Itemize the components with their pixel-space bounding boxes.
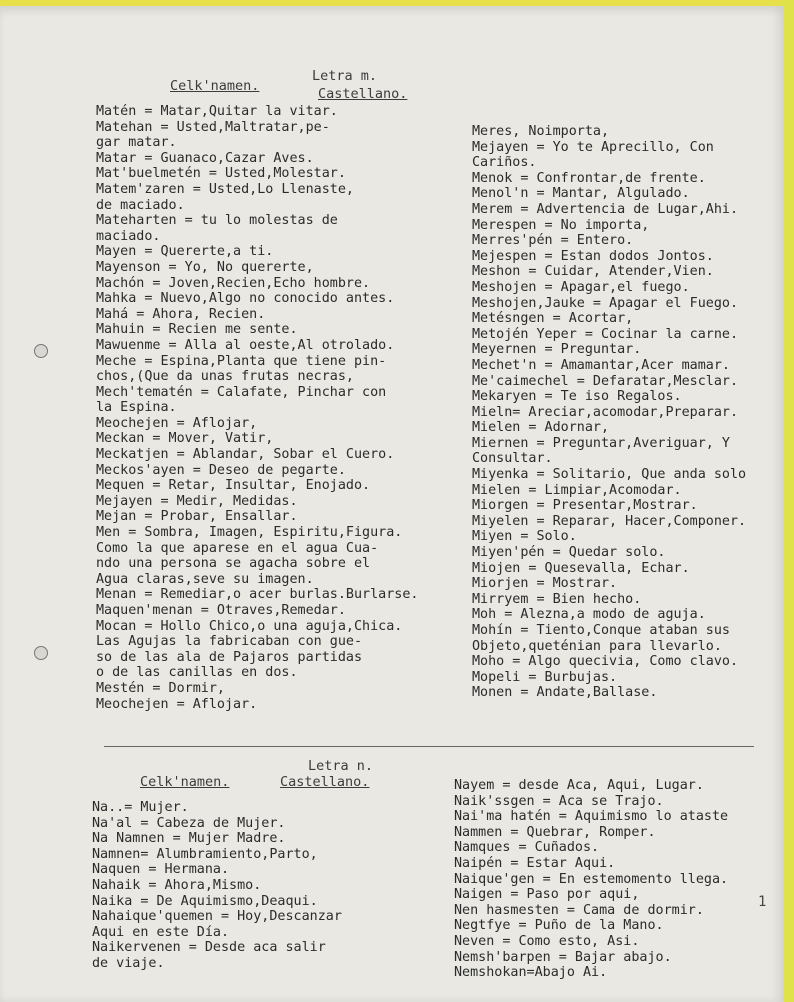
section-m-head-left: Celk'namen. — [170, 78, 260, 94]
dictionary-entry: Mayenson = Yo, No quererte, — [96, 259, 314, 275]
dictionary-entry: Meckatjen = Ablandar, Sobar el Cuero. — [96, 447, 395, 463]
dictionary-entry: Nai'ma hatén = Aquimismo lo ataste — [454, 809, 729, 825]
dictionary-entry: Men = Sombra, Imagen, Espiritu,Figura. — [96, 525, 403, 541]
dictionary-entry: Mestén = Dormir, — [96, 680, 225, 696]
dictionary-entry: Mahka = Nuevo,Algo no conocido antes. — [96, 291, 395, 307]
dictionary-entry: Mejespen = Estan dodos Jontos. — [472, 248, 714, 264]
dictionary-entry: Matar = Guanaco,Cazar Aves. — [96, 150, 314, 166]
dictionary-entry: Mateharten = tu lo molestas de — [96, 213, 338, 229]
section-m-left-column — [96, 104, 418, 712]
dictionary-entry: Meckan = Mover, Vatir, — [96, 431, 274, 447]
dictionary-entry: Metésngen = Acortar, — [472, 311, 634, 327]
dictionary-entry: Naikervenen = Desde aca salir — [92, 940, 326, 956]
dictionary-entry: maciado. — [96, 228, 161, 244]
dictionary-entry: Meshon = Cuidar, Atender,Vien. — [472, 264, 714, 280]
dictionary-entry: Mequen = Retar, Insultar, Enojado. — [96, 478, 371, 494]
dictionary-entry: Mejayen = Yo te Aprecillo, Con — [472, 139, 714, 155]
section-m-right-column — [472, 124, 746, 701]
dictionary-entry: Nemsh'barpen = Bajar abajo. — [454, 949, 672, 965]
dictionary-entry: de viaje. — [92, 955, 165, 971]
dictionary-entry: Matehan = Usted,Maltratar,pe- — [96, 119, 330, 135]
dictionary-entry: Las Agujas la fabricaban con gue- — [96, 634, 363, 650]
dictionary-entry: Miyen = Solo. — [472, 529, 577, 545]
dictionary-entry: Merespen = No importa, — [472, 217, 650, 233]
typed-page — [0, 6, 784, 1002]
dictionary-entry: Mejayen = Medir, Medidas. — [96, 493, 298, 509]
dictionary-entry: Nammen = Quebrar, Romper. — [454, 824, 656, 840]
dictionary-entry: Miernen = Preguntar,Averiguar, Y — [472, 435, 730, 451]
dictionary-entry: Cariños. — [472, 155, 537, 171]
dictionary-entry: Machón = Joven,Recien,Echo hombre. — [96, 275, 371, 291]
dictionary-entry: Mielen = Adornar, — [472, 420, 610, 436]
dictionary-entry: Nahaique'quemen = Hoy,Descanzar — [92, 909, 342, 925]
dictionary-entry: Nayem = desde Aca, Aqui, Lugar. — [454, 778, 704, 793]
dictionary-entry: Merres'pén = Entero. — [472, 233, 634, 249]
dictionary-entry: Mekaryen = Te iso Regalos. — [472, 389, 682, 405]
dictionary-entry: Metojén Yeper = Cocinar la carne. — [472, 326, 739, 342]
dictionary-entry: ndo una persona se agacha sobre el — [96, 556, 371, 572]
dictionary-entry: Miorgen = Presentar,Mostrar. — [472, 498, 698, 514]
dictionary-entry: Mechet'n = Amamantar,Acer mamar. — [472, 357, 730, 373]
dictionary-entry: Naika = De Aquimismo,Deaqui. — [92, 893, 318, 909]
dictionary-entry: gar matar. — [96, 135, 177, 151]
dictionary-entry: Nahaik = Ahora,Mismo. — [92, 877, 262, 893]
dictionary-entry: Na'al = Cabeza de Mujer. — [92, 815, 286, 831]
dictionary-entry: Me'caimechel = Defaratar,Mesclar. — [472, 373, 739, 389]
section-n-head-left: Celk'namen. — [140, 774, 230, 790]
dictionary-entry: Mohín = Tiento,Conque ataban sus — [472, 623, 730, 638]
dictionary-entry: Miyelen = Reparar, Hacer,Componer. — [472, 513, 747, 529]
dictionary-entry: Negtfye = Puño de la Mano. — [454, 918, 664, 934]
dictionary-entry: Namnen= Alumbramiento,Parto, — [92, 846, 318, 862]
dictionary-entry: Menan = Remediar,o acer burlas.Burlarse. — [96, 587, 419, 603]
dictionary-entry: Meshojen = Apagar,el fuego. — [472, 279, 690, 295]
dictionary-entry: Mayen = Quererte,a ti. — [96, 244, 274, 260]
dictionary-entry: Namques = Cuñados. — [454, 840, 600, 856]
margin-mark: 1 — [758, 894, 767, 910]
dictionary-entry: Agua claras,seve su imagen. — [96, 571, 314, 587]
section-n-right-column — [454, 778, 728, 981]
dictionary-entry: so de las ala de Pajaros partidas — [96, 649, 363, 665]
dictionary-entry: Mieln= Areciar,acomodar,Preparar. — [472, 404, 739, 420]
dictionary-entry: Mocan = Hollo Chico,o una aguja,Chica. — [96, 618, 403, 634]
dictionary-entry: Naquen = Hermana. — [92, 862, 230, 878]
dictionary-entry: Menol'n = Mantar, Algulado. — [472, 186, 690, 202]
dictionary-entry: Mopeli = Burbujas. — [472, 669, 618, 685]
dictionary-entry: Monen = Andate,Ballase. — [472, 685, 658, 701]
dictionary-entry: Mahuin = Recien me sente. — [96, 322, 298, 338]
dictionary-entry: Na Namnen = Mujer Madre. — [92, 831, 286, 847]
dictionary-entry: Meckos'ayen = Deseo de pegarte. — [96, 462, 346, 478]
dictionary-entry: Matem'zaren = Usted,Lo Llenaste, — [96, 181, 354, 197]
dictionary-entry: Como la que aparese en el agua Cua- — [96, 540, 379, 556]
dictionary-entry: Naique'gen = En estemomento llega. — [454, 871, 729, 887]
dictionary-entry: Moho = Algo quecivia, Como clavo. — [472, 654, 739, 670]
dictionary-entry: Merem = Advertencia de Lugar,Ahi. — [472, 201, 739, 217]
dictionary-entry: Miyenka = Solitario, Que anda solo — [472, 467, 747, 483]
dictionary-entry: chos,(Que da unas frutas necras, — [96, 369, 354, 385]
dictionary-entry: Meshojen,Jauke = Apagar el Fuego. — [472, 295, 739, 311]
dictionary-entry: Meochejen = Aflojar. — [96, 696, 258, 712]
dictionary-entry: Meochejen = Aflojar, — [96, 415, 258, 431]
dictionary-entry: Nemshokan=Abajo Ai. — [454, 965, 608, 981]
section-divider — [104, 746, 754, 747]
dictionary-entry: Meres, Noimporta, — [472, 124, 610, 139]
dictionary-entry: Meyernen = Preguntar. — [472, 342, 642, 358]
dictionary-entry: Meche = Espina,Planta que tiene pin- — [96, 353, 387, 369]
binder-hole-top — [34, 344, 48, 358]
section-m-head-right: Castellano. — [318, 86, 408, 102]
dictionary-entry: Naipén = Estar Aqui. — [454, 855, 616, 871]
dictionary-entry: Miyen'pén = Quedar solo. — [472, 545, 666, 561]
dictionary-entry: Menok = Confrontar,de frente. — [472, 170, 706, 186]
dictionary-entry: Na..= Mujer. — [92, 800, 189, 815]
dictionary-entry: o de las canillas en dos. — [96, 665, 298, 681]
dictionary-entry: Nen hasmesten = Cama de dormir. — [454, 902, 704, 918]
dictionary-entry: Maquen'menan = Otraves,Remedar. — [96, 603, 346, 618]
dictionary-entry: Mejan = Probar, Ensallar. — [96, 509, 298, 525]
section-n-left-column — [92, 800, 342, 972]
dictionary-entry: Moh = Alezna,a modo de aguja. — [472, 607, 706, 623]
binder-hole-bottom — [34, 646, 48, 660]
dictionary-entry: Mirryem = Bien hecho. — [472, 591, 642, 607]
dictionary-entry: Consultar. — [472, 451, 553, 467]
dictionary-entry: Mawuenme = Alla al oeste,Al otrolado. — [96, 337, 395, 353]
dictionary-entry: Aqui en este Día. — [92, 924, 230, 940]
dictionary-entry: la Espina. — [96, 400, 177, 416]
dictionary-entry: Objeto,queténian para llevarlo. — [472, 638, 722, 654]
dictionary-entry: Miojen = Quesevalla, Echar. — [472, 560, 690, 576]
section-n-head-letter: Letra n. — [308, 758, 374, 774]
dictionary-entry: Matén = Matar,Quitar la vitar. — [96, 104, 338, 119]
dictionary-entry: Mat'buelmetén = Usted,Molestar. — [96, 166, 346, 182]
dictionary-entry: Naik'ssgen = Aca se Trajo. — [454, 793, 664, 809]
dictionary-entry: Mielen = Limpiar,Acomodar. — [472, 482, 682, 498]
dictionary-entry: Miorjen = Mostrar. — [472, 576, 618, 592]
section-n-head-right: Castellano. — [280, 774, 370, 790]
section-m-head-letter: Letra m. — [312, 68, 378, 84]
dictionary-entry: Mech'tematén = Calafate, Pinchar con — [96, 384, 387, 400]
dictionary-entry: Mahá = Ahora, Recien. — [96, 306, 266, 322]
dictionary-entry: de maciado. — [96, 197, 185, 213]
dictionary-entry: Naigen = Paso por aqui, — [454, 887, 640, 903]
dictionary-entry: Neven = Como esto, Asi. — [454, 933, 640, 949]
